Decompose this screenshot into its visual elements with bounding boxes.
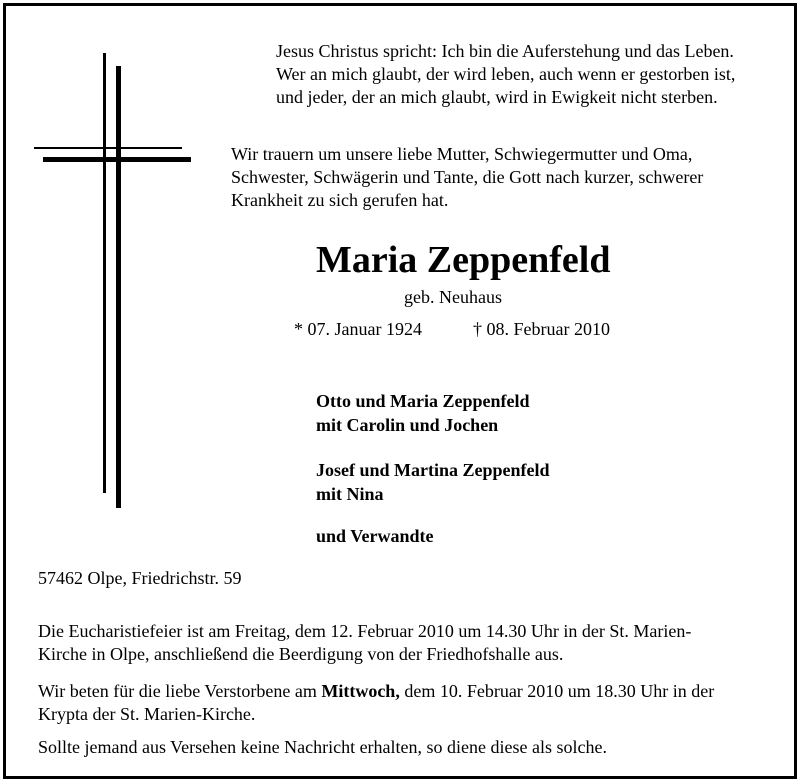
mourner-group-2-line-1: Josef und Martina Zeppenfeld: [316, 460, 550, 480]
quote-line-1: Jesus Christus spricht: Ich bin die Auferstehung und das Leben.: [276, 41, 734, 61]
intro-line-1: Wir trauern um unsere liebe Mutter, Schwiegermutter und Oma,: [231, 144, 693, 164]
prayer-text-post: dem 10. Februar 2010 um 18.30 Uhr in der: [399, 681, 715, 701]
mourner-group-1-line-1: Otto und Maria Zeppenfeld: [316, 391, 530, 411]
prayer-line-2: Krypta der St. Marien-Kirche.: [38, 704, 256, 724]
birth-name: geb. Neuhaus: [404, 287, 502, 307]
quote-line-2: Wer an mich glaubt, der wird leben, auch wenn er gestorben ist,: [276, 64, 736, 84]
mourner-group-2-line-2: mit Nina: [316, 484, 384, 504]
intro-line-2: Schwester, Schwägerin und Tante, die Gott nach kurzer, schwerer: [231, 167, 704, 187]
deceased-name: Maria Zeppenfeld: [316, 239, 611, 281]
birth-date: * 07. Januar 1924: [294, 319, 422, 339]
quote-line-3: und jeder, der an mich glaubt, wird in Ewigkeit nicht sterben.: [276, 87, 718, 107]
mourner-group-1-line-2: mit Carolin und Jochen: [316, 415, 499, 435]
prayer-weekday: Mittwoch,: [321, 681, 400, 701]
mass-line-2: Kirche in Olpe, anschließend die Beerdigung von der Friedhofshalle aus.: [38, 644, 564, 664]
address: 57462 Olpe, Friedrichstr. 59: [38, 568, 242, 588]
intro-line-3: Krankheit zu sich gerufen hat.: [231, 190, 449, 210]
prayer-line-1: [38, 680, 714, 703]
closing-note: Sollte jemand aus Versehen keine Nachricht erhalten, so diene diese als solche.: [38, 737, 607, 757]
death-date: † 08. Februar 2010: [473, 319, 610, 339]
mass-line-1: Die Eucharistiefeier ist am Freitag, dem 12. Februar 2010 um 14.30 Uhr in der St. Marien-: [38, 621, 692, 641]
prayer-text-pre: Wir beten für die liebe Verstorbene am: [38, 681, 322, 701]
mourner-group-3: und Verwandte: [316, 526, 434, 546]
